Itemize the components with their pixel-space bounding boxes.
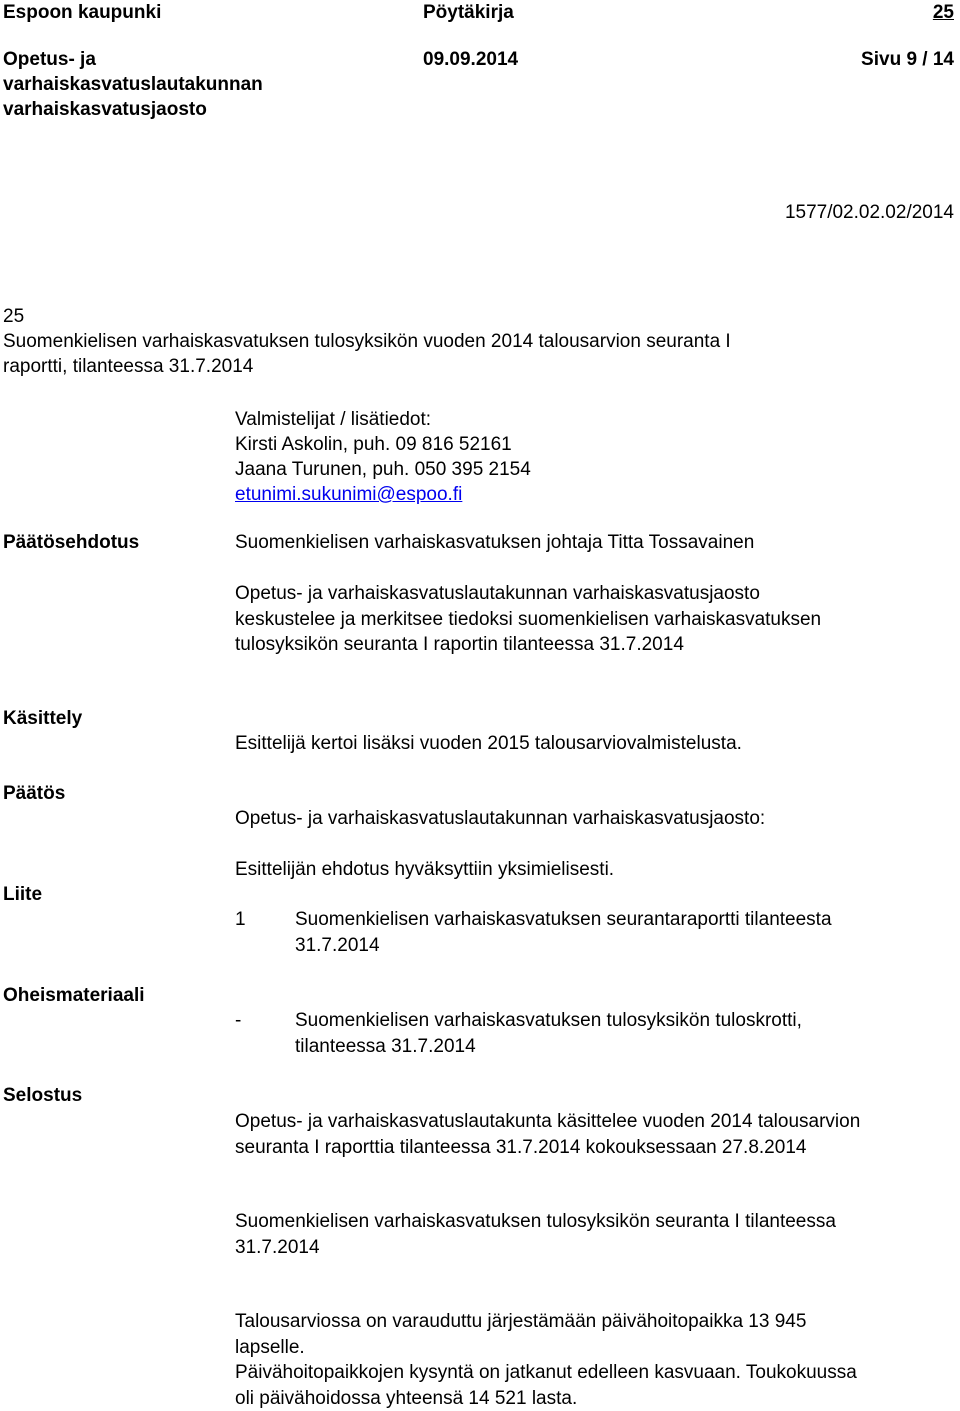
proposal-text-line1: Opetus- ja varhaiskasvatuslautakunnan varhaiskasvatusjaosto bbox=[235, 581, 821, 607]
proposal-text bbox=[235, 581, 821, 658]
explanation-para2-line2: 31.7.2014 bbox=[235, 1235, 836, 1261]
page-number: Sivu 9 / 14 bbox=[861, 48, 954, 72]
proposer: Suomenkielisen varhaiskasvatuksen johtaja Titta Tossavainen bbox=[235, 530, 754, 556]
explanation-para2 bbox=[235, 1209, 836, 1260]
explanation-para1 bbox=[235, 1109, 860, 1160]
attachment-line1: Suomenkielisen varhaiskasvatuksen seurantaraportti tilanteesta bbox=[295, 907, 832, 933]
org-name-line2: varhaiskasvatuslautakunnan bbox=[3, 73, 263, 97]
supplementary-label: Oheismateriaali bbox=[3, 983, 145, 1009]
preparers-label: Valmistelijat / lisätiedot: bbox=[235, 407, 431, 432]
proposal-text-line2: keskustelee ja merkitsee tiedoksi suomenkielisen varhaiskasvatuksen bbox=[235, 607, 821, 633]
attachment-number: 1 bbox=[235, 907, 246, 933]
decision-result: Esittelijän ehdotus hyväksyttiin yksimielisesti. bbox=[235, 857, 614, 883]
explanation-para3-line4: oli päivähoidossa yhteensä 14 521 lasta. bbox=[235, 1386, 857, 1411]
item-title-line1: Suomenkielisen varhaiskasvatuksen tulosyksikön vuoden 2014 talousarvion seuranta I bbox=[3, 329, 731, 355]
handling-label: Käsittely bbox=[3, 706, 82, 732]
contact-email-link[interactable]: etunimi.sukunimi@espoo.fi bbox=[235, 482, 462, 507]
decision-body: Opetus- ja varhaiskasvatuslautakunnan varhaiskasvatusjaosto: bbox=[235, 806, 765, 832]
org-name-line3: varhaiskasvatusjaosto bbox=[3, 98, 207, 122]
explanation-para3 bbox=[235, 1309, 857, 1411]
document-type: Pöytäkirja bbox=[423, 1, 514, 25]
section-number: 25 bbox=[933, 1, 954, 25]
item-title-line2: raportti, tilanteessa 31.7.2014 bbox=[3, 354, 253, 380]
proposal-text-line3: tulosyksikön seuranta I raportin tilanteessa 31.7.2014 bbox=[235, 632, 821, 658]
explanation-para1-line2: seuranta I raporttia tilanteessa 31.7.2014 kokouksessaan 27.8.2014 bbox=[235, 1135, 860, 1161]
item-number: 25 bbox=[3, 304, 24, 330]
supplementary-line2: tilanteessa 31.7.2014 bbox=[295, 1034, 802, 1060]
explanation-para3-line3: Päivähoitopaikkojen kysyntä on jatkanut edelleen kasvuaan. Toukokuussa bbox=[235, 1360, 857, 1386]
attachment-label: Liite bbox=[3, 882, 42, 908]
decision-label: Päätös bbox=[3, 781, 65, 807]
explanation-para3-line2: lapselle. bbox=[235, 1335, 857, 1361]
explanation-para2-line1: Suomenkielisen varhaiskasvatuksen tulosyksikön seuranta I tilanteessa bbox=[235, 1209, 836, 1235]
handling-text: Esittelijä kertoi lisäksi vuoden 2015 talousarviovalmistelusta. bbox=[235, 731, 742, 757]
preparer-kirsti: Kirsti Askolin, puh. 09 816 52161 bbox=[235, 432, 512, 457]
proposal-label: Päätösehdotus bbox=[3, 530, 139, 556]
city-name: Espoon kaupunki bbox=[3, 1, 161, 25]
attachment-line2: 31.7.2014 bbox=[295, 933, 832, 959]
org-name-line1: Opetus- ja bbox=[3, 48, 96, 72]
supplementary-dash: - bbox=[235, 1008, 241, 1034]
meeting-date: 09.09.2014 bbox=[423, 48, 518, 72]
supplementary-line1: Suomenkielisen varhaiskasvatuksen tulosyksikön tuloskrotti, bbox=[295, 1008, 802, 1034]
explanation-para3-line1: Talousarviossa on varauduttu järjestämään päivähoitopaikka 13 945 bbox=[235, 1309, 857, 1335]
explanation-para1-line1: Opetus- ja varhaiskasvatuslautakunta käsittelee vuoden 2014 talousarvion bbox=[235, 1109, 860, 1135]
explanation-label: Selostus bbox=[3, 1083, 82, 1109]
preparer-jaana: Jaana Turunen, puh. 050 395 2154 bbox=[235, 457, 531, 482]
record-id: 1577/02.02.02/2014 bbox=[785, 200, 954, 226]
